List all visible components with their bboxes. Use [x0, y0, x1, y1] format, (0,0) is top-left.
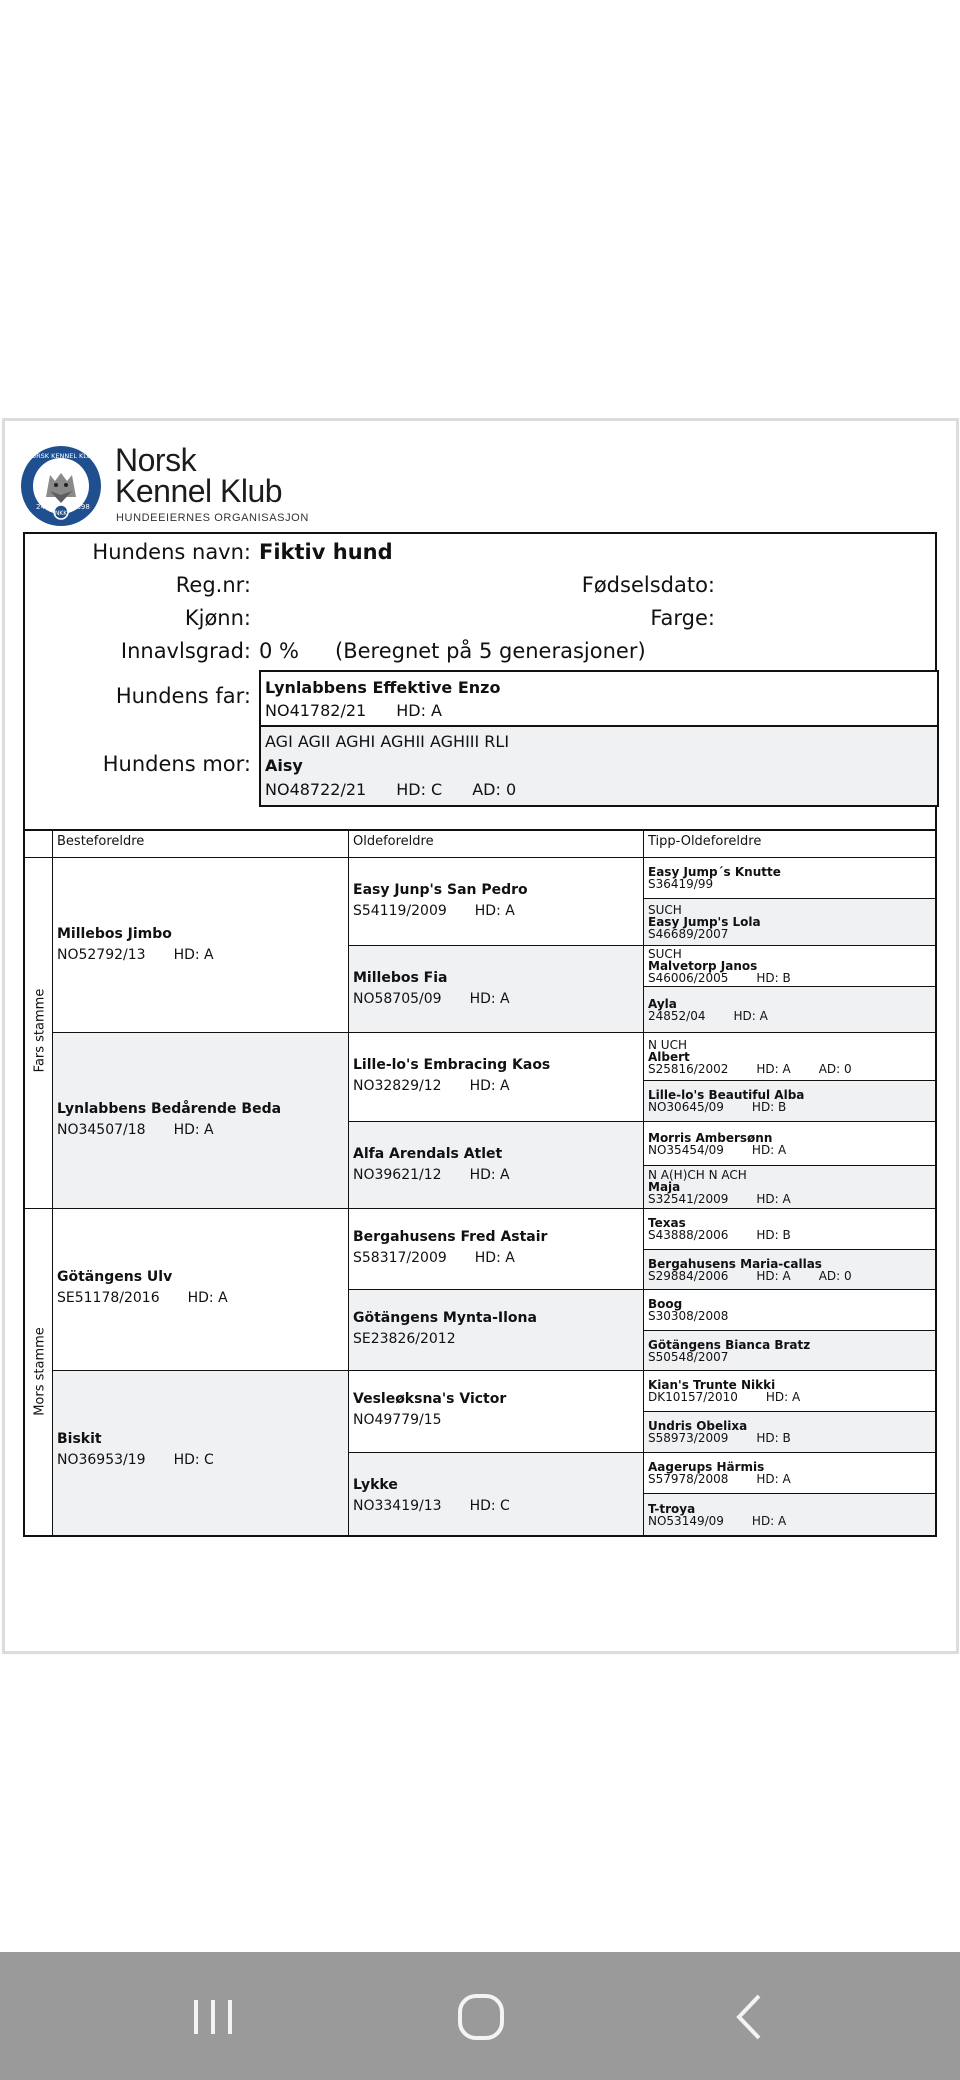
- nkk-seal-icon: [20, 445, 102, 527]
- grandparent-cell: Biskit NO36953/19 HD: C: [52, 1370, 349, 1537]
- grandparent-cell: Lynlabbens Bedårende Beda NO34507/18 HD: A: [52, 1032, 349, 1209]
- gggp-cell: [643, 1249, 937, 1290]
- greatgrandparent-cell: Lille-lo's Embracing Kaos NO32829/12 HD: A: [348, 1032, 644, 1122]
- gggp-reg: S46006/2005 HD: B: [648, 971, 791, 985]
- greatgrandparent-cell: Bergahusens Fred Astair S58317/2009 HD: A: [348, 1208, 644, 1290]
- gggp-name: Malvetorp Janos: [648, 959, 758, 973]
- gggp-name: Easy Jump´s Knutte: [648, 865, 781, 879]
- col-header-grandparents: Besteforeldre: [52, 829, 349, 858]
- mother-label: Hundens mor:: [102, 752, 251, 776]
- birthdate-label: Fødselsdato:: [581, 573, 715, 597]
- grandparent-cell: Götängens Ulv SE51178/2016 HD: A: [52, 1208, 349, 1371]
- col-header-greatgrandparents: Oldeforeldre: [348, 829, 644, 858]
- gggp-reg: S46689/2007: [648, 927, 729, 941]
- gggp-cell: [643, 1370, 937, 1412]
- system-nav-bar: [0, 1952, 960, 2080]
- gggp-cell: [643, 1289, 937, 1331]
- gggp-reg: S57978/2008 HD: A: [648, 1472, 791, 1486]
- gggp-reg: 24852/04 HD: A: [648, 1009, 768, 1023]
- col-header-gggp: Tipp-Oldeforeldre: [643, 829, 937, 858]
- gggp-reg: S58973/2009 HD: B: [648, 1431, 791, 1445]
- mother-titles: AGI AGII AGHI AGHII AGHIII RLI: [265, 732, 510, 751]
- fars-stamme-label: Fars stamme: [32, 988, 48, 1073]
- gggp-cell: [643, 857, 937, 899]
- gggp-cell: [643, 1032, 937, 1081]
- gggp-titles: N UCH: [648, 1038, 687, 1052]
- greatgrandparent-cell: Götängens Mynta-Ilona SE23826/2012: [348, 1289, 644, 1371]
- greatgrandparent-cell: Lykke NO33419/13 HD: C: [348, 1452, 644, 1537]
- gggp-cell: [643, 898, 937, 946]
- gggp-reg: S29884/2006 HD: A AD: 0: [648, 1269, 852, 1283]
- gggp-name: Lille-lo's Beautiful Alba: [648, 1088, 805, 1102]
- gggp-cell: [643, 1208, 937, 1250]
- father-label: Hundens far:: [115, 684, 251, 708]
- gggp-name: Ayla: [648, 997, 677, 1011]
- gggp-reg: S32541/2009 HD: A: [648, 1192, 791, 1206]
- gggp-name: Easy Jump's Lola: [648, 915, 761, 929]
- gggp-reg: NO30645/09 HD: B: [648, 1100, 787, 1114]
- gggp-cell: [643, 1165, 937, 1209]
- gggp-name: Bergahusens Maria-callas: [648, 1257, 822, 1271]
- name-value: Fiktiv hund: [259, 540, 393, 564]
- gggp-name: Texas: [648, 1216, 686, 1230]
- gggp-cell: [643, 986, 937, 1033]
- father-name: Lynlabbens Effektive Enzo: [265, 678, 501, 697]
- seal-day: 24-1: [36, 503, 52, 511]
- logo-title: Norsk Kennel Klub: [115, 442, 283, 509]
- gggp-titles: SUCH: [648, 947, 682, 961]
- gggp-name: Kian's Trunte Nikki: [648, 1378, 776, 1392]
- inbreeding-note: (Beregnet på 5 generasjoner): [335, 639, 646, 663]
- seal-year: 1898: [72, 503, 90, 511]
- gggp-reg: S43888/2006 HD: B: [648, 1228, 791, 1242]
- gggp-cell: [643, 1411, 937, 1453]
- gggp-reg: S30308/2008: [648, 1309, 729, 1323]
- inbreeding-label: Innavlsgrad:: [120, 639, 251, 663]
- gggp-name: Aagerups Härmis: [648, 1460, 765, 1474]
- pedigree-document: [5, 421, 956, 1651]
- color-label: Farge:: [650, 606, 715, 630]
- pedigree-table: [23, 829, 937, 1541]
- father-reg: NO41782/21 HD: A: [265, 701, 442, 720]
- gggp-cell: [643, 1080, 937, 1122]
- grandparent-cell: Millebos Jimbo NO52792/13 HD: A: [52, 857, 349, 1033]
- mors-stamme-label: Mors stamme: [32, 1327, 48, 1416]
- greatgrandparent-cell: Millebos Fia NO58705/09 HD: A: [348, 945, 644, 1033]
- greatgrandparent-cell: Vesleøksna's Victor NO49779/15: [348, 1370, 644, 1453]
- gggp-name: Albert: [648, 1050, 690, 1064]
- back-icon[interactable]: [715, 1982, 785, 2052]
- inbreeding-value: 0 %: [259, 639, 299, 663]
- seal-initials: NKK: [54, 510, 68, 517]
- fars-stamme-cell: [23, 857, 53, 1209]
- greatgrandparent-cell: Alfa Arendals Atlet NO39621/12 HD: A: [348, 1121, 644, 1209]
- gggp-name: Boog: [648, 1297, 683, 1311]
- sex-label: Kjønn:: [184, 606, 251, 630]
- regnr-label: Reg.nr:: [175, 573, 251, 597]
- gggp-cell: [643, 1330, 937, 1371]
- father-box: [259, 670, 939, 727]
- gggp-name: Undris Obelixa: [648, 1419, 748, 1433]
- dog-info-box: [23, 532, 937, 829]
- gggp-reg: DK10157/2010 HD: A: [648, 1390, 801, 1404]
- seal-text: NORSK KENNEL KLUB: [26, 452, 96, 460]
- gggp-name: Morris Ambersønn: [648, 1131, 773, 1145]
- mother-box: [259, 725, 939, 807]
- gggp-cell: [643, 1121, 937, 1166]
- nkk-logo: [20, 443, 340, 528]
- logo-subtitle: HUNDEEIERNES ORGANISASJON: [116, 512, 309, 524]
- mother-name: Aisy: [265, 756, 303, 775]
- gggp-reg: S25816/2002 HD: A AD: 0: [648, 1062, 852, 1076]
- gggp-titles: N A(H)CH N ACH: [648, 1168, 747, 1182]
- gggp-titles: SUCH: [648, 903, 682, 917]
- home-icon[interactable]: [446, 1982, 516, 2052]
- mother-reg: NO48722/21 HD: C AD: 0: [265, 780, 517, 799]
- gggp-cell: [643, 1452, 937, 1494]
- gggp-reg: S50548/2007: [648, 1350, 729, 1364]
- gggp-reg: S36419/99: [648, 877, 714, 891]
- gggp-reg: NO35454/09 HD: A: [648, 1143, 787, 1157]
- recent-apps-icon[interactable]: [178, 1982, 248, 2052]
- name-label: Hundens navn:: [92, 540, 251, 564]
- mors-stamme-cell: [23, 1208, 53, 1537]
- gggp-cell: [643, 945, 937, 987]
- gggp-name: T-troya: [648, 1502, 696, 1516]
- gggp-cell: [643, 1493, 937, 1537]
- gggp-name: Götängens Bianca Bratz: [648, 1338, 811, 1352]
- greatgrandparent-cell: Easy Junp's San Pedro S54119/2009 HD: A: [348, 857, 644, 946]
- gggp-reg: NO53149/09 HD: A: [648, 1514, 787, 1528]
- gggp-name: Maja: [648, 1180, 681, 1194]
